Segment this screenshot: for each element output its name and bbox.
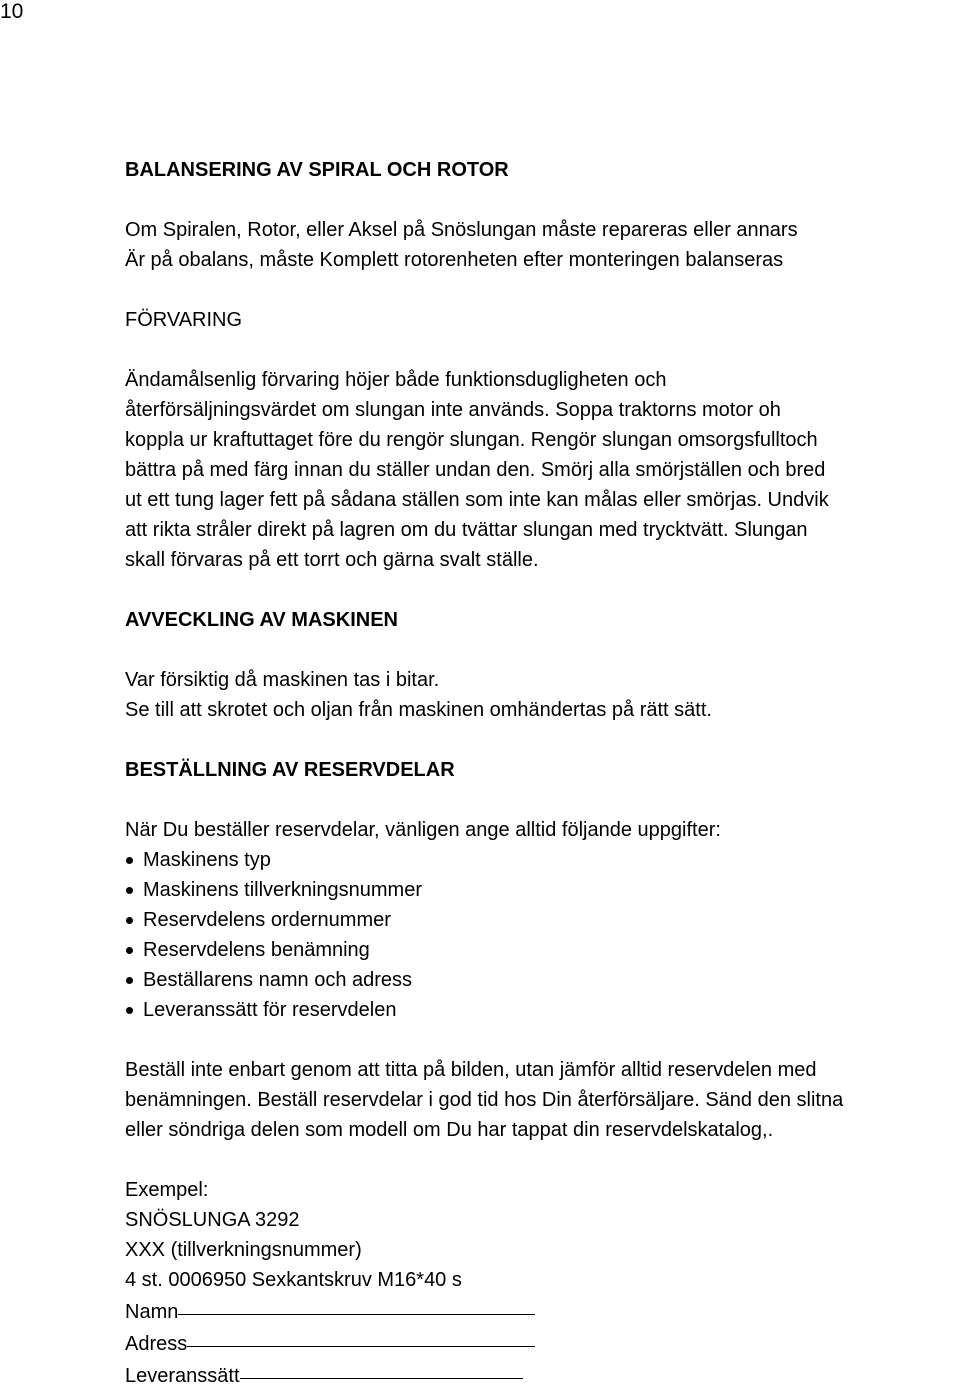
heading-balancing: BALANSERING AV SPIRAL OCH ROTOR	[125, 159, 509, 181]
list-item-label: Maskinens tillverkningsnummer	[143, 879, 422, 901]
bullet-icon	[126, 947, 133, 954]
list-item-label: Maskinens typ	[143, 849, 271, 871]
paragraph-line: återförsäljningsvärdet om slungan inte används. Soppa traktorns motor oh	[125, 399, 781, 421]
list-item-label: Reservdelens ordernummer	[143, 909, 391, 931]
bullet-icon	[126, 917, 133, 924]
spacer	[125, 635, 960, 665]
ordering-intro: När Du beställer reservdelar, vänligen ange alltid följande uppgifter:	[125, 819, 721, 841]
ordering-bullet-list	[125, 845, 960, 1025]
spacer	[125, 725, 960, 755]
example-line: XXX (tillverkningsnummer)	[125, 1239, 362, 1261]
paragraph-line: att rikta stråler direkt på lagren om du tvättar slungan med trycktvätt. Slungan	[125, 519, 808, 541]
list-item	[125, 875, 960, 905]
paragraph-line: Är på obalans, måste Komplett rotorenheten efter monteringen balanseras	[125, 249, 784, 271]
spacer	[125, 275, 960, 305]
example-label: Exempel:	[125, 1179, 209, 1201]
blank-line	[187, 1324, 535, 1347]
paragraph-line: Beställ inte enbart genom att titta på bilden, utan jämför alltid reservdelen med	[125, 1059, 817, 1081]
list-item-label: Leveranssätt för reservdelen	[143, 999, 397, 1021]
spacer	[125, 1145, 960, 1175]
spacer	[125, 575, 960, 605]
list-item	[125, 905, 960, 935]
example-line: 4 st. 0006950 Sexkantskruv M16*40 s	[125, 1269, 462, 1291]
paragraph-line: Var försiktig då maskinen tas i bitar.	[125, 669, 440, 691]
paragraph-line: bättra på med färg innan du ställer undan den. Smörj alla smörjställen och bred	[125, 459, 826, 481]
spacer	[125, 785, 960, 815]
field-label: Leveranssätt	[125, 1365, 240, 1387]
list-item	[125, 965, 960, 995]
list-item	[125, 935, 960, 965]
bullet-icon	[126, 857, 133, 864]
spacer	[125, 185, 960, 215]
example-field-delivery	[125, 1359, 960, 1391]
paragraph-line: koppla ur kraftuttaget före du rengör slungan. Rengör slungan omsorgsfulltoch	[125, 429, 818, 451]
bullet-icon	[126, 1007, 133, 1014]
heading-disposal: AVVECKLING AV MASKINEN	[125, 609, 398, 631]
paragraph-line: Se till att skrotet och oljan från maskinen omhändertas på rätt sätt.	[125, 699, 712, 721]
list-item	[125, 995, 960, 1025]
bullet-icon	[126, 887, 133, 894]
example-field-address	[125, 1327, 960, 1359]
list-item	[125, 845, 960, 875]
paragraph-line: benämningen. Beställ reservdelar i god tid hos Din återförsäljare. Sänd den slitna	[125, 1089, 844, 1111]
document-body	[125, 155, 960, 1391]
example-field-name	[125, 1295, 960, 1327]
spacer	[125, 335, 960, 365]
paragraph-line: Om Spiralen, Rotor, eller Aksel på Snöslungan måste repareras eller annars	[125, 219, 798, 241]
heading-storage: FÖRVARING	[125, 309, 243, 331]
blank-line	[240, 1356, 523, 1379]
heading-ordering: BESTÄLLNING AV RESERVDELAR	[125, 759, 455, 781]
paragraph-line: Ändamålsenlig förvaring höjer både funktionsdugligheten och	[125, 369, 667, 391]
list-item-label: Reservdelens benämning	[143, 939, 370, 961]
paragraph-line: eller söndriga delen som modell om Du har tappat din reservdelskatalog,.	[125, 1119, 774, 1141]
page-number: 10	[0, 0, 24, 23]
bullet-icon	[126, 977, 133, 984]
blank-line	[178, 1292, 535, 1315]
spacer	[125, 1025, 960, 1055]
paragraph-line: skall förvaras på ett torrt och gärna svalt ställe.	[125, 549, 539, 571]
example-line: SNÖSLUNGA 3292	[125, 1209, 300, 1231]
paragraph-line: ut ett tung lager fett på sådana ställen som inte kan målas eller smörjas. Undvik	[125, 489, 829, 511]
field-label: Adress	[125, 1333, 188, 1355]
list-item-label: Beställarens namn och adress	[143, 969, 413, 991]
field-label: Namn	[125, 1301, 179, 1323]
